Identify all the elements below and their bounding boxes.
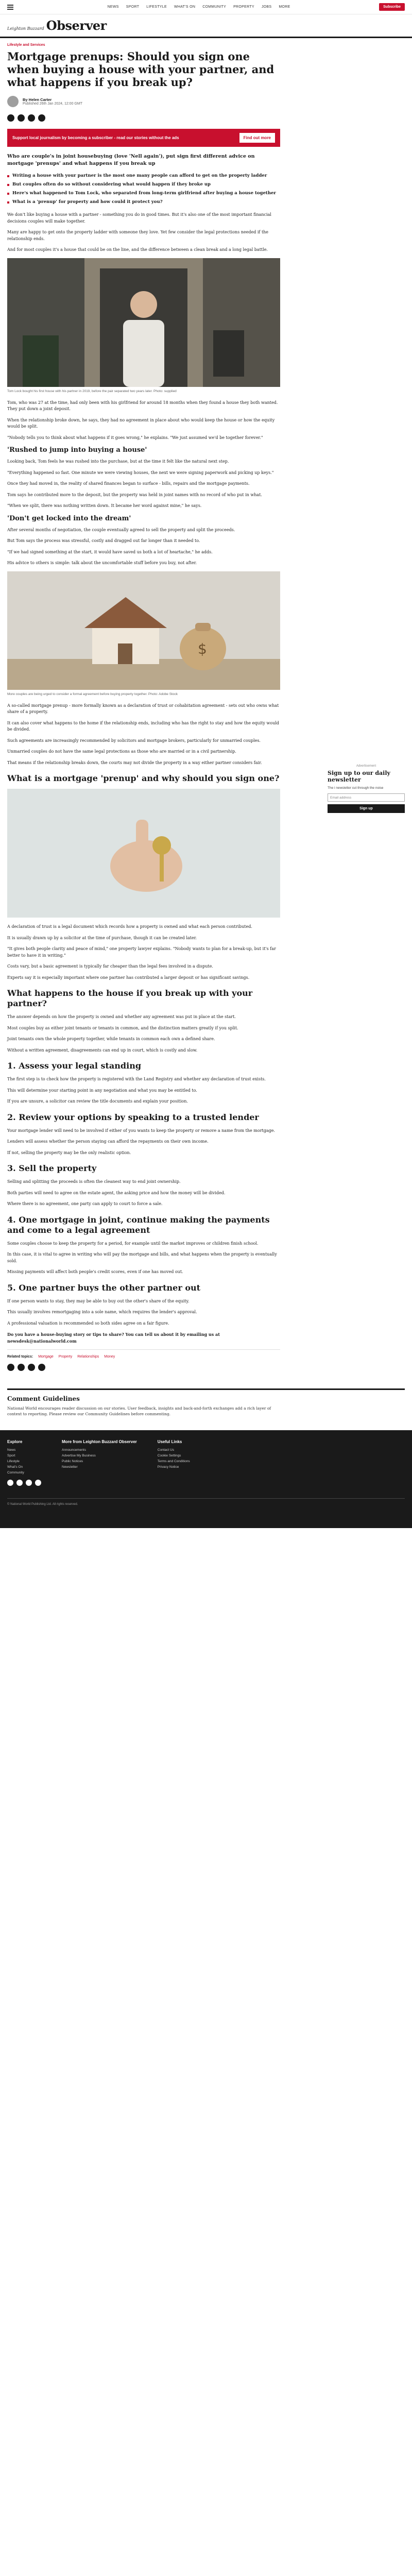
footer-link[interactable]: Lifestyle	[7, 1460, 20, 1463]
masthead	[0, 14, 412, 38]
nav-link-lifestyle[interactable]: LIFESTYLE	[146, 5, 167, 9]
author-avatar	[7, 96, 19, 107]
article-photo-house-model	[7, 571, 280, 690]
photo-man-illustration	[7, 258, 280, 387]
standfirst: Who are couple's in joint housebuying (love 'Nell again'), put sign first different advice on mortgage 'prenups' and what happens if you break up	[7, 154, 255, 166]
body-paragraph: That means if the relationship breaks down, the courts may not divide the property in a way either partner considers fair.	[7, 760, 262, 765]
article-photo-man	[7, 258, 280, 387]
sidebar-spacer	[328, 43, 405, 765]
body-paragraph: A professional valuation is recommended so both sides agree on a fair figure.	[7, 1320, 169, 1326]
email-icon[interactable]	[38, 1364, 45, 1371]
footer-link[interactable]: Privacy Notice	[157, 1465, 179, 1469]
author-name[interactable]: By Helen Carter	[23, 97, 52, 102]
section-heading: 4. One mortgage in joint, continue making the payments and come to a legal agreement	[7, 1214, 270, 1235]
footer	[0, 1430, 412, 1528]
article	[7, 43, 280, 1378]
svg-text:$: $	[198, 640, 207, 657]
body-paragraph: "Everything happened so fast. One minute we were viewing houses, the next we were signing paperwork and picking up keys."	[7, 470, 274, 475]
body-paragraph: We don't like buying a house with a partner - something you do in good times. But it's also one of the most important financial decisions couples will make together.	[7, 212, 271, 224]
key-point: What is a 'prenup' for property and how could it protect you?	[7, 199, 280, 206]
promo-cta-button[interactable]: Find out more	[239, 133, 275, 143]
section-heading: What happens to the house if you break up with your partner?	[7, 988, 253, 1008]
body-paragraph: It can also cover what happens to the home if the relationship ends, including who has the right to stay and how the equity would be divided.	[7, 720, 279, 732]
brand-prefix: Leighton Buzzard	[7, 26, 44, 31]
body-paragraph: This usually involves remortgaging into a sole name, which requires the lender's approval.	[7, 1310, 197, 1314]
signup-button[interactable]: Sign up	[328, 804, 405, 813]
footer-link[interactable]: Public Notices	[62, 1460, 83, 1463]
body-paragraph: Without a written agreement, disagreements can end up in court, which is costly and slow.	[7, 1047, 198, 1053]
related-topics-label: Related topics:	[7, 1355, 33, 1359]
body-paragraph: And for most couples it's a house that could be on the line, and the difference between a clean break and a long legal battle.	[7, 247, 268, 252]
nav-link-community[interactable]: COMMUNITY	[202, 5, 227, 9]
instagram-icon[interactable]	[26, 1480, 32, 1486]
share-buttons-bottom	[7, 1364, 280, 1371]
body-paragraph: When the relationship broke down, he says, they had no agreement in place about who would keep the house or how the equity would be split.	[7, 417, 275, 429]
body-paragraph: Lenders will assess whether the person staying can afford the repayments on their own income.	[7, 1139, 209, 1144]
footer-column	[7, 1439, 41, 1486]
facebook-icon[interactable]	[7, 1364, 14, 1371]
breadcrumb[interactable]: Lifestyle and Services	[7, 43, 45, 47]
nav-link-jobs[interactable]: JOBS	[261, 5, 272, 9]
body-paragraph: But Tom says the process was stressful, costly and dragged out far longer than it needed to.	[7, 538, 200, 543]
facebook-icon[interactable]	[7, 1480, 13, 1486]
twitter-icon[interactable]	[16, 1480, 23, 1486]
byline	[7, 96, 280, 107]
body-paragraph: The answer depends on how the property is owned and whether any agreement was put in place at the start.	[7, 1014, 236, 1019]
email-field[interactable]: Email address	[328, 793, 405, 802]
nav-link-sport[interactable]: SPORT	[126, 5, 140, 9]
footer-link[interactable]: Community	[7, 1471, 24, 1475]
topic-link[interactable]: Mortgage	[38, 1355, 54, 1359]
related-topics	[7, 1349, 280, 1364]
footer-link[interactable]: Advertise My Business	[62, 1454, 96, 1458]
footer-link[interactable]: Terms and Conditions	[157, 1460, 190, 1463]
signup-text: The i newsletter cut through the noise	[328, 786, 384, 790]
footer-column-title: Useful Links	[157, 1439, 182, 1444]
section-heading: 5. One partner buys the other partner out	[7, 1282, 201, 1293]
body-paragraph: Your mortgage lender will need to be involved if either of you wants to keep the property or remove a name from the mortgage.	[7, 1128, 276, 1133]
photo-caption: Tom Lock bought his first house with his partner in 2019, before the pair separated two years later. Photo: supplied	[7, 389, 177, 393]
topic-link[interactable]: Relationships	[77, 1355, 99, 1359]
body-paragraph: Tom, who was 27 at the time, had only been with his girlfriend for around 18 months when they found a house they both wanted. They put down a joint deposit.	[7, 400, 278, 411]
body-paragraph: It is usually drawn up by a solicitor at the time of purchase, though it can be created later.	[7, 935, 197, 940]
key-points	[7, 173, 280, 206]
body-paragraph: Both parties will need to agree on the estate agent, the asking price and how the money will be divided.	[7, 1190, 226, 1195]
body-paragraph: Joint tenants own the whole property together, while tenants in common each own a defined share.	[7, 1037, 215, 1041]
newsletter-signup	[328, 770, 405, 813]
body-paragraph: "When we split, there was nothing written down. It became her word against mine," he says.	[7, 503, 202, 508]
signup-title: Sign up to our daily newsletter	[328, 770, 390, 783]
body-paragraph: Tom says he contributed more to the deposit, but the property was held in joint names with no record of who put in what.	[7, 492, 262, 497]
twitter-icon[interactable]	[18, 114, 25, 122]
section-heading: 2. Review your options by speaking to a trusted lender	[7, 1112, 259, 1122]
whatsapp-icon[interactable]	[28, 114, 35, 122]
nav-link-whats-on[interactable]: WHAT'S ON	[174, 5, 196, 9]
body-paragraph: The first step is to check how the property is registered with the Land Registry and whether any declaration of trust exists.	[7, 1077, 266, 1081]
footer-link[interactable]: Cookie Settings	[157, 1454, 181, 1458]
body-paragraph: Such agreements are increasingly recommended by solicitors and mortgage brokers, particularly for unmarried couples.	[7, 738, 261, 743]
whatsapp-icon[interactable]	[28, 1364, 35, 1371]
site-logo[interactable]	[7, 18, 107, 33]
body-paragraph: Missing payments will affect both people's credit scores, even if one has moved out.	[7, 1269, 183, 1274]
youtube-icon[interactable]	[35, 1480, 41, 1486]
section-heading: 1. Assess your legal standing	[7, 1061, 142, 1071]
facebook-icon[interactable]	[7, 114, 14, 122]
footer-link[interactable]: Contact Us	[157, 1448, 174, 1452]
body-paragraph: Looking back, Tom feels he was rushed into the purchase, but at the time it felt like the natural next step.	[7, 459, 229, 464]
topic-link[interactable]: Property	[58, 1355, 73, 1359]
comments-title: Comment Guidelines	[7, 1395, 80, 1402]
body-paragraph: If you are unsure, a solicitor can review the title documents and explain your position.	[7, 1099, 188, 1104]
section-heading: 3. Sell the property	[7, 1163, 97, 1173]
body-paragraph: "Nobody tells you to think about what happens if it goes wrong," he explains. "We just assumed we'd be together forever."	[7, 435, 263, 440]
final-question: Do you have a house-buying story or tips to share? You can tell us about it by emailing us at newsdesk@nationalworld.com	[7, 1332, 220, 1344]
subscribe-button[interactable]: Subscribe	[379, 3, 405, 11]
footer-link[interactable]: News	[7, 1448, 16, 1452]
nav-links	[108, 5, 290, 9]
body-paragraph: This will determine your starting point in any negotiation and what you may be entitled to.	[7, 1088, 197, 1093]
ad-label: Advertisement	[356, 765, 376, 768]
nav-link-news[interactable]: NEWS	[107, 5, 119, 9]
body-paragraph: Experts say it is especially important where one partner has contributed a larger deposit or has significant savings.	[7, 975, 250, 980]
twitter-icon[interactable]	[18, 1364, 25, 1371]
sidebar	[328, 43, 405, 1378]
body-paragraph: "It gives both people clarity and peace of mind," one property lawyer explains. "Nobody wants to plan for a break-up, but it's far better to have it in writing."	[7, 946, 276, 958]
footer-link[interactable]: Announcements	[62, 1448, 86, 1452]
body-paragraph: In this case, it is vital to agree in writing who will pay the mortgage and bills, and what happens when the property is eventually sold.	[7, 1252, 277, 1263]
top-nav	[0, 0, 412, 14]
email-icon[interactable]	[38, 114, 45, 122]
footer-column	[62, 1439, 137, 1486]
promo-text: Support local journalism by becoming a subscriber - read our stories without the ads	[12, 135, 179, 140]
copyright: © National World Publishing Ltd. All rights reserved.	[7, 1498, 405, 1506]
body-paragraph: Many are happy to get onto the property ladder with someone they love. Yet few consider the legal protections needed if the relationship ends.	[7, 230, 269, 241]
photo-caption: More couples are being urged to consider a formal agreement before buying property together. Photo: Adobe Stock	[7, 692, 178, 696]
comment-guidelines	[7, 1388, 405, 1417]
section-heading: What is a mortgage 'prenup' and why should you sign one?	[7, 773, 280, 783]
key-point: Here's what happened to Tom Lock, who separated from long-term girlfriend after buying a house together	[7, 190, 280, 197]
social-icons	[7, 1480, 41, 1486]
comments-text: National World encourages reader discussion on our stories. User feedback, insights and back-and-forth exchanges add a rich layer of context to reporting. Please review our Community Guidelines before commenting.	[7, 1406, 271, 1416]
subheading: 'Don't get locked into the dream'	[7, 514, 131, 522]
nav-link-more[interactable]: MORE	[279, 5, 290, 9]
body-paragraph: Most couples buy as either joint tenants or tenants in common, and the distinction matters greatly if you split.	[7, 1025, 238, 1030]
key-point: But couples often do so without considering what would happen if they broke up	[7, 181, 280, 188]
article-title: Mortgage prenups: Should you sign one when buying a house with your partner, and what happens if you break up?	[7, 50, 274, 89]
article-photo-key	[7, 789, 280, 918]
footer-link[interactable]: Sport	[7, 1454, 15, 1458]
footer-link[interactable]: What's On	[7, 1465, 23, 1469]
body-paragraph: Unmarried couples do not have the same legal protections as those who are married or in a civil partnership.	[7, 749, 236, 754]
topic-link[interactable]: Money	[104, 1355, 115, 1359]
footer-link[interactable]: Newsletter	[62, 1465, 78, 1469]
body-paragraph: "If we had signed something at the start, it would have saved us both a lot of heartache," he adds.	[7, 549, 213, 554]
body-paragraph: His advice to others is simple: talk about the uncomfortable stuff before you buy, not after.	[7, 561, 197, 565]
subheading: 'Rushed to jump into buying a house'	[7, 446, 147, 454]
nav-link-property[interactable]: PROPERTY	[233, 5, 254, 9]
footer-column-title: Explore	[7, 1439, 23, 1444]
menu-icon[interactable]	[7, 5, 13, 10]
body-paragraph: If one person wants to stay, they may be able to buy out the other's share of the equity.	[7, 1298, 190, 1303]
body-paragraph: Once they had moved in, the reality of shared finances began to surface - bills, repairs and the mortgage payments.	[7, 481, 250, 486]
body-paragraph: Where there is no agreement, one party can apply to court to force a sale.	[7, 1201, 163, 1206]
body-paragraph: If not, selling the property may be the only realistic option.	[7, 1150, 131, 1155]
body-paragraph: Selling and splitting the proceeds is often the cleanest way to end joint ownership.	[7, 1179, 181, 1184]
brand-name: Observer	[46, 18, 107, 33]
subscribe-promo	[7, 129, 280, 147]
photo-house-model-illustration	[7, 571, 280, 690]
body-paragraph: A declaration of trust is a legal document which records how a property is owned and what each person contributed.	[7, 924, 252, 929]
photo-key-illustration	[7, 789, 280, 918]
publish-date: Published 26th Jan 2024, 12:00 GMT	[23, 102, 82, 106]
footer-column	[158, 1439, 190, 1486]
body-paragraph: A so-called mortgage prenup - more formally known as a declaration of trust or cohabitation agreement - sets out who owns what share of a property.	[7, 703, 279, 714]
footer-column-title: More from Leighton Buzzard Observer	[62, 1439, 137, 1444]
share-buttons	[7, 114, 280, 122]
body-paragraph: After several months of negotiation, the couple eventually agreed to sell the property and split the proceeds.	[7, 527, 235, 532]
key-point: Writing a house with your partner is the most one many people can afford to get on the property ladder	[7, 173, 280, 179]
body-paragraph: Some couples choose to keep the property for a period, for example until the market improves or children finish school.	[7, 1241, 259, 1246]
body-paragraph: Costs vary, but a basic agreement is typically far cheaper than the legal fees involved in a dispute.	[7, 964, 213, 969]
